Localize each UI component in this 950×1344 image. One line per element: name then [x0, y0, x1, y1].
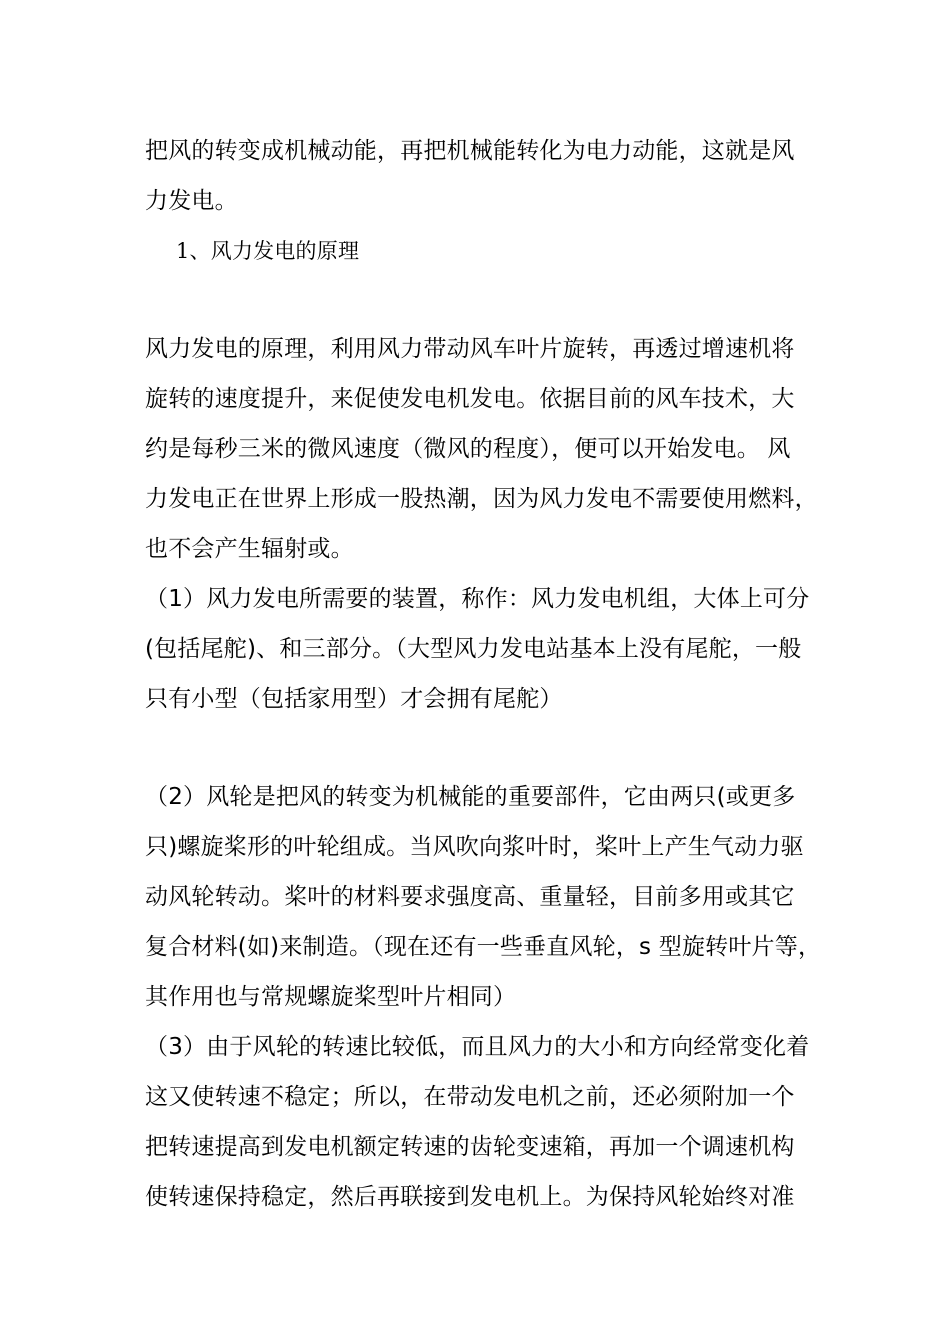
item3-line-4: 使转速保持稳定，然后再联接到发电机上。为保持风轮始终对准 [145, 1184, 795, 1210]
principle-line-3: 约是每秒三米的微风速度（微风的程度），便可以开始发电。 风 [145, 436, 791, 462]
item1-line-2: (包括尾舵)、和三部分。（大型风力发电站基本上没有尾舵，一般 [145, 636, 802, 662]
principle-line-2: 旋转的速度提升，来促使发电机发电。依据目前的风车技术，大 [145, 386, 795, 412]
principle-line-1: 风力发电的原理，利用风力带动风车叶片旋转，再透过增速机将 [145, 336, 795, 362]
principle-line-4: 力发电正在世界上形成一股热潮，因为风力发电不需要使用燃料， [145, 486, 818, 512]
item2-line-4: 复合材料(如)来制造。（现在还有一些垂直风轮，s 型旋转叶片等， [145, 934, 822, 960]
principle-line-5: 也不会产生辐射或。 [145, 536, 354, 562]
item3-line-3: 把转速提高到发电机额定转速的齿轮变速箱，再加一个调速机构 [145, 1134, 795, 1160]
section-heading: 1、风力发电的原理 [176, 239, 360, 263]
item3-line-1: （3）由于风轮的转速比较低，而且风力的大小和方向经常变化着 [145, 1034, 810, 1060]
item1-line-1: （1）风力发电所需要的装置，称作：风力发电机组，大体上可分 [145, 586, 810, 612]
intro-line-1: 把风的转变成机械动能，再把机械能转化为电力动能，这就是风 [145, 138, 795, 164]
item2-line-5: 其作用也与常规螺旋桨型叶片相同） [145, 984, 517, 1010]
item3-line-2: 这又使转速不稳定；所以，在带动发电机之前，还必须附加一个 [145, 1084, 795, 1110]
item2-line-2: 只)螺旋桨形的叶轮组成。当风吹向浆叶时，桨叶上产生气动力驱 [145, 834, 804, 860]
item2-line-3: 动风轮转动。桨叶的材料要求强度高、重量轻，目前多用或其它 [145, 884, 795, 910]
item2-line-1: （2）风轮是把风的转变为机械能的重要部件，它由两只(或更多 [145, 784, 796, 810]
intro-line-2: 力发电。 [145, 188, 238, 214]
item1-line-3: 只有小型（包括家用型）才会拥有尾舵） [145, 686, 563, 712]
